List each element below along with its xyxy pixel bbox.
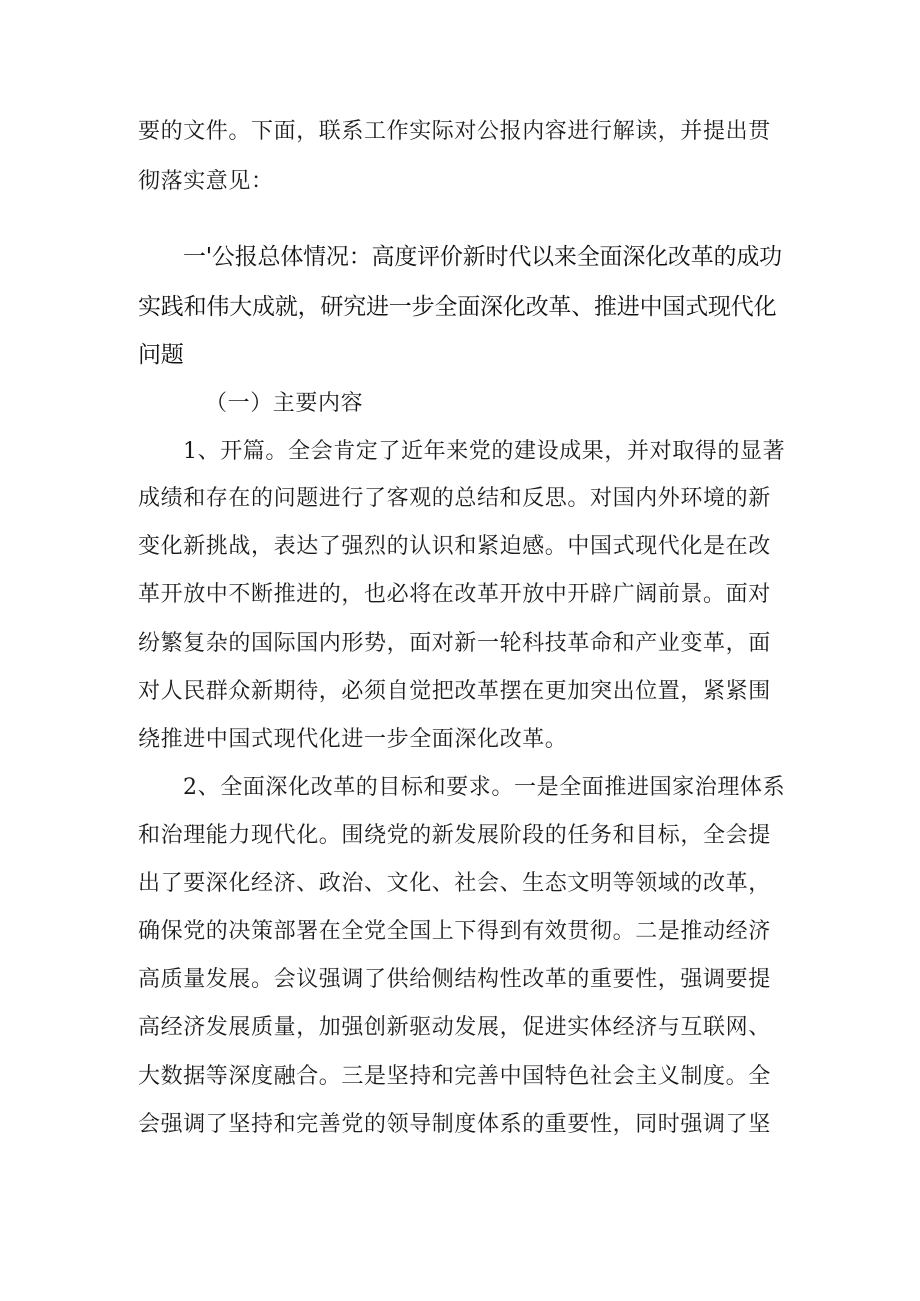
subheading-main-content: （一）主要内容 — [205, 391, 364, 416]
paragraph-2-line-4: 确保党的决策部署在全党全国上下得到有效贯彻。二是推动经济 — [138, 919, 771, 944]
paragraph-1-line-6: 对人民群众新期待，必须自觉把改革摆在更加突出位置，紧紧围 — [138, 679, 771, 704]
paragraph-1-line-2: 成绩和存在的问题进行了客观的总结和反思。对国内外环境的新 — [138, 486, 771, 511]
section-heading-line-3: 问题 — [138, 342, 184, 368]
intro-line-1: 要的文件。下面，联系工作实际对公报内容进行解读，并提出贯 — [138, 119, 771, 144]
paragraph-1-line-3: 变化新挑战，表达了强烈的认识和紧迫感。中国式现代化是在改 — [138, 534, 771, 559]
section-heading-line-1: 一'公报总体情况：高度评价新时代以来全面深化改革的成功 — [183, 244, 782, 270]
paragraph-2-line-1: 2、全面深化改革的目标和要求。一是全面推进国家治理体系 — [183, 775, 786, 800]
paragraph-1-line-5: 纷繁复杂的国际国内形势，面对新一轮科技革命和产业变革，面 — [138, 631, 771, 656]
paragraph-2-line-5: 高质量发展。会议强调了供给侧结构性改革的重要性，强调要提 — [138, 967, 771, 992]
paragraph-2-line-6: 高经济发展质量，加强创新驱动发展，促进实体经济与互联网、 — [138, 1015, 771, 1040]
paragraph-2-line-3: 出了要深化经济、政治、文化、社会、生态文明等领域的改革， — [138, 871, 771, 896]
paragraph-1-line-1: 1、开篇。全会肯定了近年来党的建设成果，并对取得的显著 — [183, 439, 786, 464]
section-heading-line-2: 实践和伟大成就，研究进一步全面深化改革、推进中国式现代化 — [138, 294, 777, 320]
paragraph-2-line-8: 会强调了坚持和完善党的领导制度体系的重要性，同时强调了坚 — [138, 1112, 771, 1137]
paragraph-1-line-4: 革开放中不断推进的，也必将在改革开放中开辟广阔前景。面对 — [138, 582, 771, 607]
paragraph-1-line-7: 绕推进中国式现代化进一步全面深化改革。 — [138, 727, 568, 752]
paragraph-2-line-2: 和治理能力现代化。围绕党的新发展阶段的任务和目标，全会提 — [138, 823, 771, 848]
intro-line-2: 彻落实意见： — [138, 169, 274, 194]
paragraph-2-line-7: 大数据等深度融合。三是坚持和完善中国特色社会主义制度。全 — [138, 1064, 771, 1089]
